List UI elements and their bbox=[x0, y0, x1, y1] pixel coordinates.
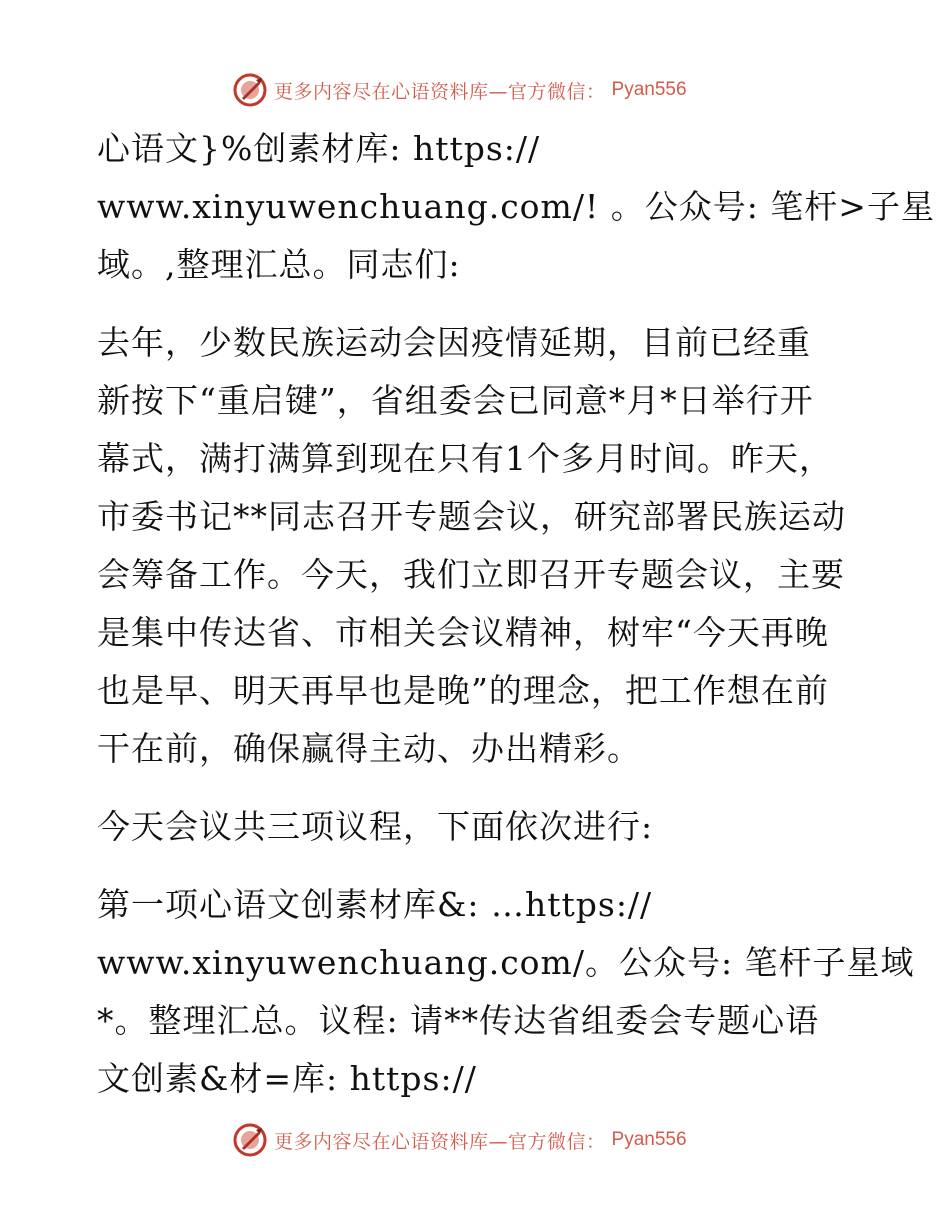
paragraph bbox=[97, 120, 935, 294]
text-line: 市委书记**同志召开专题会议，研究部署民族运动 bbox=[97, 497, 846, 536]
text-line: www.xinyuwenchuang.com/! 。公众号: 笔杆>子星 bbox=[97, 187, 935, 226]
paragraph bbox=[97, 314, 857, 778]
text-line: 心语文}%创素材库: https:// bbox=[97, 129, 541, 168]
text-line: 去年，少数民族运动会因疫情延期，目前已经重 bbox=[97, 323, 811, 362]
seal-pen-logo-icon bbox=[232, 72, 268, 108]
text-line: www.xinyuwenchuang.com/。公众号: 笔杆子星域 bbox=[97, 943, 915, 982]
banner-wechat-id: Pyan556 bbox=[611, 79, 687, 100]
text-line: *。整理汇总。议程: 请**传达省组委会专题心语 bbox=[97, 1001, 820, 1040]
text-line: 域。,整理汇总。同志们: bbox=[97, 245, 461, 284]
text-line: 是集中传达省、市相关会议精神，树牢“今天再晚 bbox=[97, 613, 829, 652]
text-line: 第一项心语文创素材库&: …https:// bbox=[97, 885, 653, 924]
text-line: 干在前，确保赢得主动、办出精彩。 bbox=[97, 729, 641, 768]
text-line: 今天会议共三项议程，下面依次进行: bbox=[97, 807, 654, 846]
paragraph bbox=[97, 876, 915, 1108]
banner-text: 更多内容尽在心语资料库—官方微信： bbox=[274, 80, 606, 103]
text-line: 幕式，满打满算到现在只有1个多月时间。昨天， bbox=[97, 439, 833, 478]
footer-watermark-banner bbox=[232, 1120, 712, 1160]
text-line: 文创素&材=库: https:// bbox=[97, 1059, 477, 1098]
header-watermark-banner bbox=[232, 70, 712, 110]
text-line: 会筹备工作。今天，我们立即召开专题会议，主要 bbox=[97, 555, 845, 594]
banner-wechat-id: Pyan556 bbox=[611, 1129, 687, 1150]
text-line: 新按下“重启键”，省组委会已同意*月*日举行开 bbox=[97, 381, 814, 420]
banner-text: 更多内容尽在心语资料库—官方微信： bbox=[274, 1130, 606, 1153]
text-line: 也是早、明天再早也是晚”的理念，把工作想在前 bbox=[97, 671, 829, 710]
document-body bbox=[97, 120, 935, 1108]
seal-pen-logo-icon bbox=[232, 1122, 268, 1158]
paragraph bbox=[97, 798, 857, 856]
